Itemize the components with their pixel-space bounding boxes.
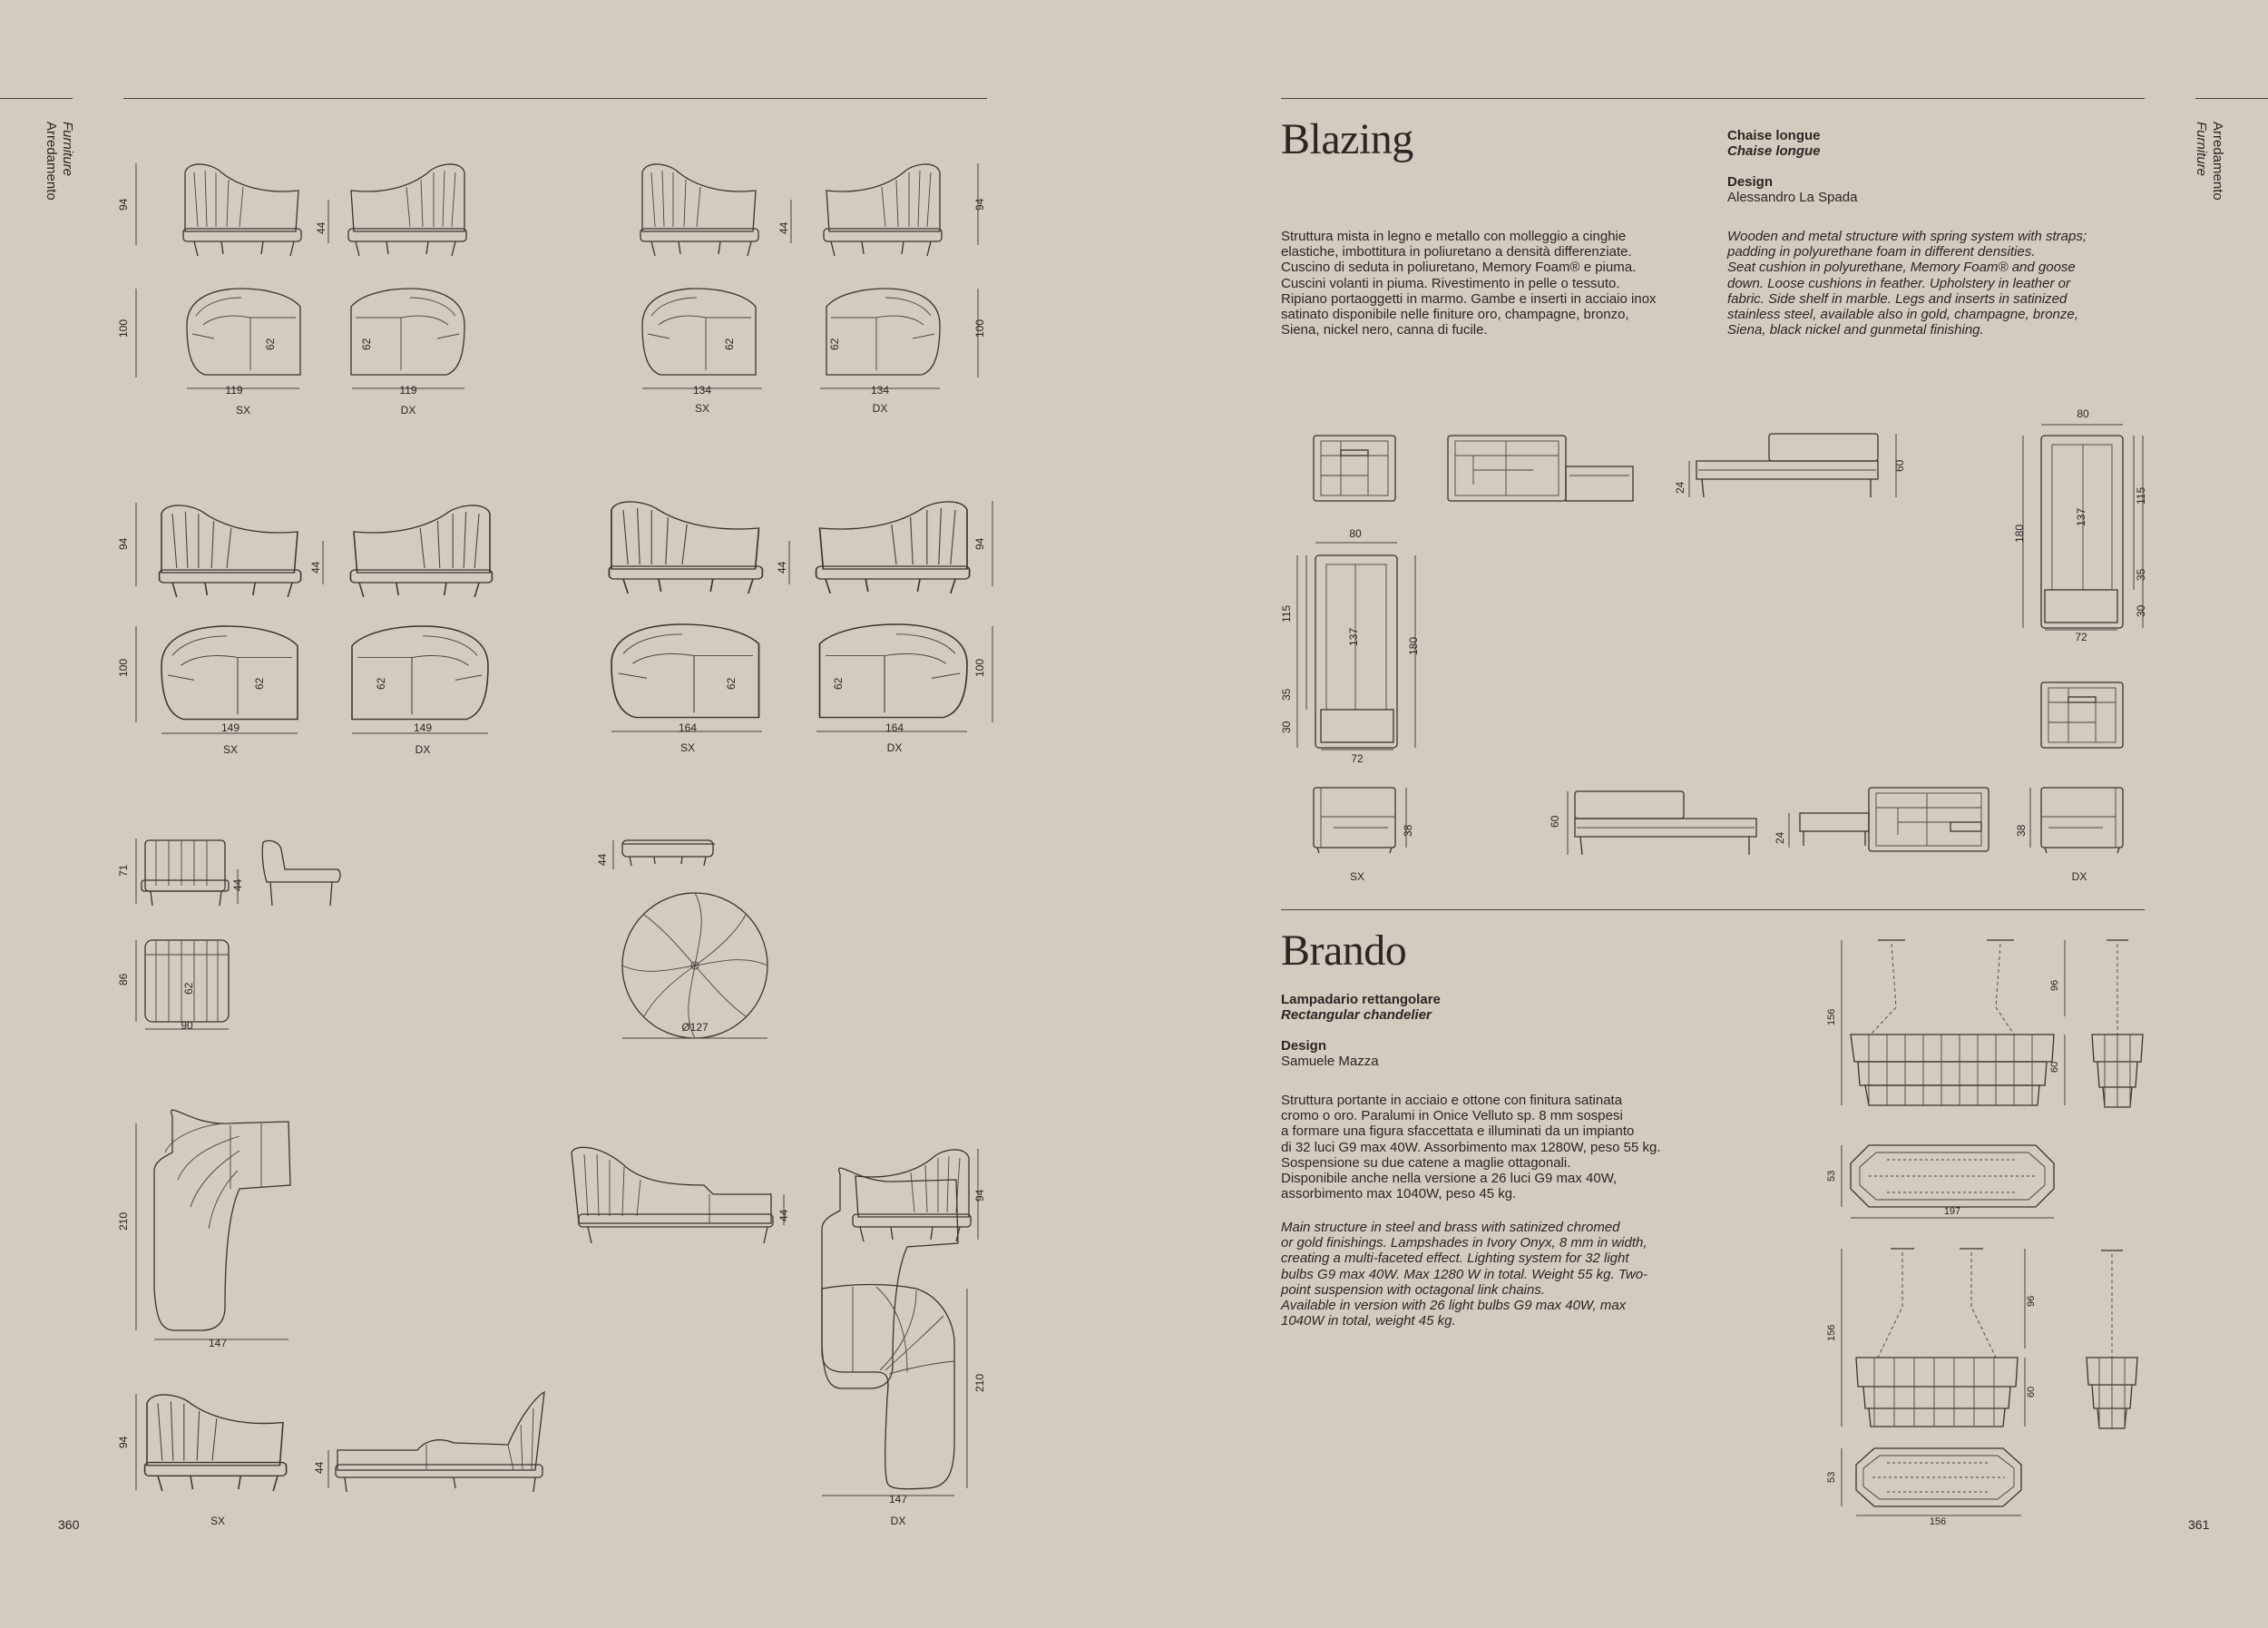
chandelier-side-26 <box>2087 1250 2137 1428</box>
dim-label: 44 <box>313 1461 326 1474</box>
chaise-side-view <box>1696 434 1878 497</box>
dim-label: 44 <box>777 1209 790 1221</box>
dim-label: 94 <box>973 198 986 211</box>
chaise-side-bottom <box>1575 791 1756 855</box>
blazing-type-en: Chaise longue <box>1727 143 1821 159</box>
dim-label: 44 <box>231 878 244 891</box>
dim-label: 156 <box>1826 1324 1837 1341</box>
dim-label: 96 <box>2049 979 2060 991</box>
brando-type-en: Rectangular chandelier <box>1281 1007 1432 1023</box>
dim-label: 62 <box>182 982 195 995</box>
dim-label: 53 <box>1826 1170 1837 1182</box>
pouf-top <box>145 940 229 1022</box>
brando-type-it: Lampadario rettangolare <box>1281 992 1441 1007</box>
dim-label: 35 <box>2135 568 2147 581</box>
pouf-side <box>262 840 340 906</box>
dim-label: 86 <box>117 973 130 986</box>
dim-label: 137 <box>1347 627 1360 646</box>
dim-label: 137 <box>2075 507 2087 526</box>
chandelier-side-32 <box>2092 940 2143 1107</box>
dim-label: 180 <box>1407 636 1420 655</box>
corner-chaise-sx-top <box>154 1110 290 1330</box>
dim-label: 38 <box>1402 824 1414 837</box>
dim-label: 134 <box>692 384 712 397</box>
variant-label: DX <box>872 402 888 415</box>
chaise-end-sx <box>1314 788 1395 853</box>
chaise-top-with-shelf <box>1448 436 1633 501</box>
dim-label: 35 <box>1280 688 1293 701</box>
dim-label: Ø127 <box>681 1021 709 1034</box>
dim-label: 147 <box>208 1337 228 1349</box>
chaise-long-front <box>336 1392 544 1492</box>
dim-label: 94 <box>973 1189 986 1201</box>
brando-design-label: Design <box>1281 1038 1327 1054</box>
dim-label: 119 <box>225 384 243 397</box>
dim-label: 149 <box>220 721 240 734</box>
chaise-end-dx <box>2041 788 2123 853</box>
dim-label: 115 <box>1280 604 1293 623</box>
variant-label: DX <box>2071 870 2087 883</box>
dim-label: 44 <box>596 853 609 866</box>
dim-label: 24 <box>1774 831 1786 844</box>
dim-label: 210 <box>973 1373 986 1392</box>
dim-label: 30 <box>2135 604 2147 617</box>
dim-label: 164 <box>885 721 904 734</box>
section-label-it: Arredamento <box>44 122 59 201</box>
page-number-left: 360 <box>58 1517 80 1532</box>
dim-label: 62 <box>725 677 738 690</box>
dim-label: 164 <box>678 721 698 734</box>
dim-label: 62 <box>832 677 845 690</box>
blazing-type-it: Chaise longue <box>1727 128 1821 143</box>
dim-label: 100 <box>973 658 986 677</box>
dim-label: 80 <box>2077 407 2089 420</box>
blazing-designer: Alessandro La Spada <box>1727 190 1858 205</box>
product-title-brando: Brando <box>1281 927 1407 975</box>
dim-label: 62 <box>264 338 277 350</box>
dim-label: 210 <box>117 1211 130 1231</box>
corner-chaise-dx-top-plan <box>822 1285 954 1489</box>
dim-label: 94 <box>117 198 130 211</box>
blazing-design-label: Design <box>1727 174 1774 190</box>
dim-label: 44 <box>315 221 327 234</box>
dim-label: 62 <box>360 338 373 350</box>
variant-label: DX <box>886 741 903 754</box>
dim-label: 30 <box>1280 721 1293 733</box>
corner-chaise-dx-top <box>822 1168 958 1388</box>
section-label-en: Furniture <box>60 122 75 177</box>
dim-label: 44 <box>309 561 322 574</box>
chaise-front-tall-sx <box>1315 555 1397 748</box>
dim-label: 90 <box>181 1019 193 1032</box>
variant-label: DX <box>400 404 416 417</box>
dim-label: 72 <box>2075 631 2087 643</box>
dim-label: 38 <box>2015 824 2028 837</box>
dim-label: 147 <box>888 1493 908 1505</box>
variant-label: SX <box>1349 870 1365 883</box>
pouf-front <box>142 840 229 906</box>
dim-label: 180 <box>2013 524 2026 543</box>
dim-label: 100 <box>117 319 130 338</box>
dim-label: 62 <box>828 338 841 350</box>
brando-description-en: Main structure in steel and brass with satinized chromed or gold finishings. Lampshades in Ivory Onyx, 8 mm in width, creating a multi-faceted effect. Lighting system for 32 light bulbs G9 max 40W. Max 1280 W in total. Weight 55 kg. Two- point suspension with octagonal link chains. Available in version with 26 light bulbs G9 max 40W, max 1040W in total, weight 45 kg. <box>1281 1220 1648 1329</box>
dim-label: 24 <box>1674 481 1686 494</box>
dim-label: 44 <box>777 221 790 234</box>
section-label-en: Furniture <box>2194 122 2209 177</box>
dim-label: 94 <box>117 1436 130 1448</box>
chandelier-front-26 <box>1856 1249 2018 1427</box>
dim-label: 115 <box>2135 486 2147 505</box>
dim-label: 62 <box>253 677 266 690</box>
variant-label: SX <box>679 741 696 754</box>
blazing-description-en: Wooden and metal structure with spring system with straps; padding in polyurethane foam in different densities. Seat cushion in polyurethane, Memory Foam® and goose down. Loose cushions in feather. Upholstery in leather or fabric. Side shelf in marble. Legs and inserts in satinized stainless steel, available also in gold, champagne, bronze, Siena, black nickel and gunmetal finishing. <box>1727 229 2087 338</box>
variant-label: SX <box>210 1515 226 1527</box>
chaise-front-tall-dx <box>2041 436 2123 628</box>
dim-label: 156 <box>1929 1516 1947 1527</box>
blazing-description-it: Struttura mista in legno e metallo con molleggio a cinghie elastiche, imbottitura in poliuretano a densità differenziate. Cuscino di seduta in poliuretano, Memory Foam® e piuma. Cuscini volanti in piuma. Rivestimento in pelle o tessuto. Ripiano portaoggetti in marmo. Gambe e inserti in acciaio inox satinato disponibile nelle finiture oro, champagne, bronzo, Siena, nickel nero, canna di fucile. <box>1281 229 1657 338</box>
round-ottoman-top <box>622 893 767 1038</box>
dim-label: 60 <box>2026 1386 2037 1398</box>
chaise-front-sx <box>572 1147 773 1243</box>
chaise-front-long <box>1800 788 1989 851</box>
dim-label: 197 <box>1943 1206 1961 1217</box>
variant-label: DX <box>415 743 431 756</box>
chandelier-top-32 <box>1851 1145 2054 1207</box>
variant-label: SX <box>235 404 251 417</box>
dim-label: 96 <box>2026 1295 2037 1307</box>
dim-label: 119 <box>399 384 417 397</box>
dim-label: 149 <box>413 721 433 734</box>
dim-label: 80 <box>1349 527 1362 540</box>
dim-label: 72 <box>1351 752 1364 765</box>
dim-label: 156 <box>1826 1008 1837 1025</box>
dim-label: 94 <box>973 537 986 550</box>
dim-label: 60 <box>2049 1061 2060 1073</box>
brando-description-it: Struttura portante in acciaio e ottone con finitura satinata cromo o oro. Paralumi in Onice Velluto sp. 8 mm sospesi a formare una figura sfaccettata e illuminati da un impianto di 32 luci G9 max 40W. Assorbimento max 1280W, peso 55 kg. Sospensione su due catene a maglie ottagonali. Disponibile anche nella versione a 26 luci G9 max 40W, assorbimento max 1040W, peso 45 kg. <box>1281 1093 1661 1202</box>
page-number-right: 361 <box>2188 1517 2210 1532</box>
dim-label: 134 <box>870 384 890 397</box>
variant-label: SX <box>222 743 239 756</box>
dim-label: 60 <box>1549 815 1561 828</box>
section-label-it: Arredamento <box>2210 122 2225 201</box>
variant-label: SX <box>694 402 710 415</box>
chandelier-front-32 <box>1851 940 2054 1105</box>
dim-label: 60 <box>1893 459 1906 472</box>
dim-label: 100 <box>973 319 986 338</box>
dim-label: 71 <box>117 864 130 877</box>
chandelier-top-26 <box>1856 1448 2021 1506</box>
dim-label: 44 <box>776 561 788 574</box>
variant-label: DX <box>890 1515 906 1527</box>
dim-label: 53 <box>1826 1471 1837 1483</box>
brando-designer: Samuele Mazza <box>1281 1054 1379 1069</box>
dim-label: 100 <box>117 658 130 677</box>
dim-label: 62 <box>375 677 387 690</box>
product-title-blazing: Blazing <box>1281 115 1413 163</box>
dim-label: 62 <box>723 338 736 350</box>
dim-label: 94 <box>117 537 130 550</box>
